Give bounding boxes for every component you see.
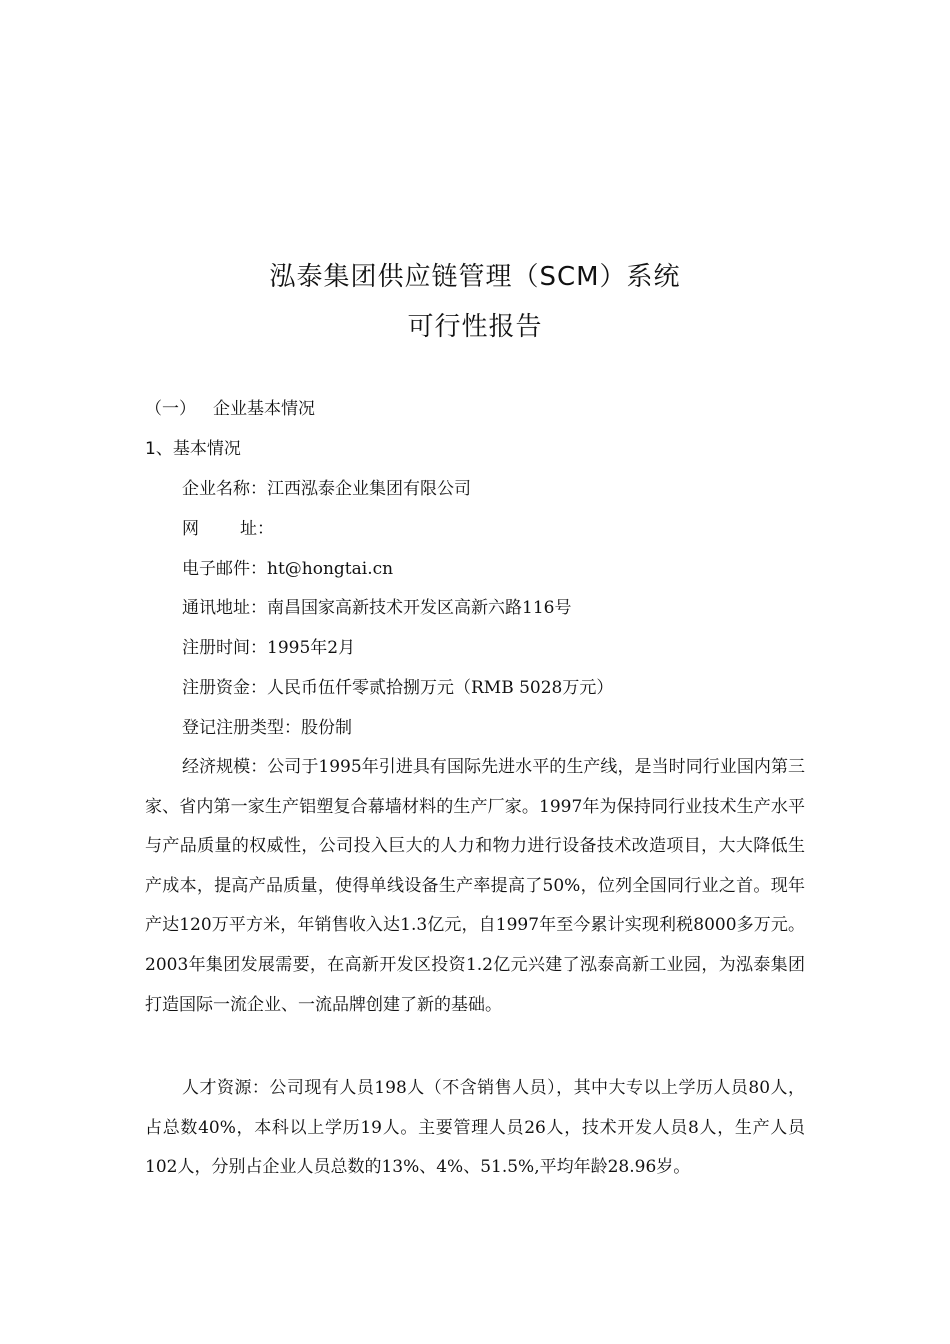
- email-row: [182, 557, 393, 581]
- address-row: [182, 596, 571, 620]
- company-name-row: [182, 477, 471, 501]
- registration-type-value: 股份制: [301, 718, 352, 738]
- registration-type-row: [182, 716, 352, 740]
- website-row: [182, 517, 274, 541]
- registration-date-label: 注册时间：: [182, 638, 267, 658]
- address-value: 南昌国家高新技术开发区高新六路116号: [267, 598, 572, 618]
- registration-date-value: 1995年2月: [267, 638, 356, 658]
- section-label: 企业基本情况: [213, 399, 315, 419]
- registration-type-label: 登记注册类型：: [182, 718, 301, 738]
- registered-capital-row: [182, 676, 613, 700]
- document-title: 泓泰集团供应链管理（SCM）系统: [269, 262, 681, 292]
- website-label-char: 网: [182, 519, 240, 539]
- email-label: 电子邮件：: [182, 559, 267, 579]
- registration-date-row: [182, 636, 355, 660]
- section-heading: [145, 397, 315, 421]
- company-name-label: 企业名称：: [182, 479, 267, 499]
- document-subtitle: 可行性报告: [407, 312, 543, 342]
- company-name-value: 江西泓泰企业集团有限公司: [267, 479, 471, 499]
- section-number: （一）: [145, 399, 196, 419]
- talent-resources-paragraph: 人才资源：公司现有人员198人（不含销售人员），其中大专以上学历人员80人，占总数40%，本科以上学历19人。主要管理人员26人，技术开发人员8人，生产人员102人，分别占企业人员总数的13%、4%、51.5%,平均年龄28.96岁。: [145, 1078, 805, 1178]
- subsection-heading: 1、基本情况: [145, 439, 241, 459]
- website-label: 址：: [240, 519, 274, 539]
- address-label: 通讯地址：: [182, 598, 267, 618]
- email-value: ht@hongtai.cn: [267, 559, 394, 579]
- registered-capital-label: 注册资金：: [182, 678, 267, 698]
- registered-capital-value: 人民币伍仟零贰拾捌万元（RMB 5028万元）: [267, 678, 614, 698]
- economic-scale-paragraph: 经济规模：公司于1995年引进具有国际先进水平的生产线，是当时同行业国内第三家、省内第一家生产铝塑复合幕墙材料的生产厂家。1997年为保持同行业技术生产水平与产品质量的权威性，公司投入巨大的人力和物力进行设备技术改造项目，大大降低生产成本，提高产品质量，使得单线设备生产率提高了50%，位列全国同行业之首。现年产达120万平方米，年销售收入达1.3亿元，自1997年至今累计实现利税8000多万元。2003年集团发展需要，在高新开发区投资1.2亿元兴建了泓泰高新工业园，为泓泰集团打造国际一流企业、一流品牌创建了新的基础。: [145, 757, 805, 1015]
